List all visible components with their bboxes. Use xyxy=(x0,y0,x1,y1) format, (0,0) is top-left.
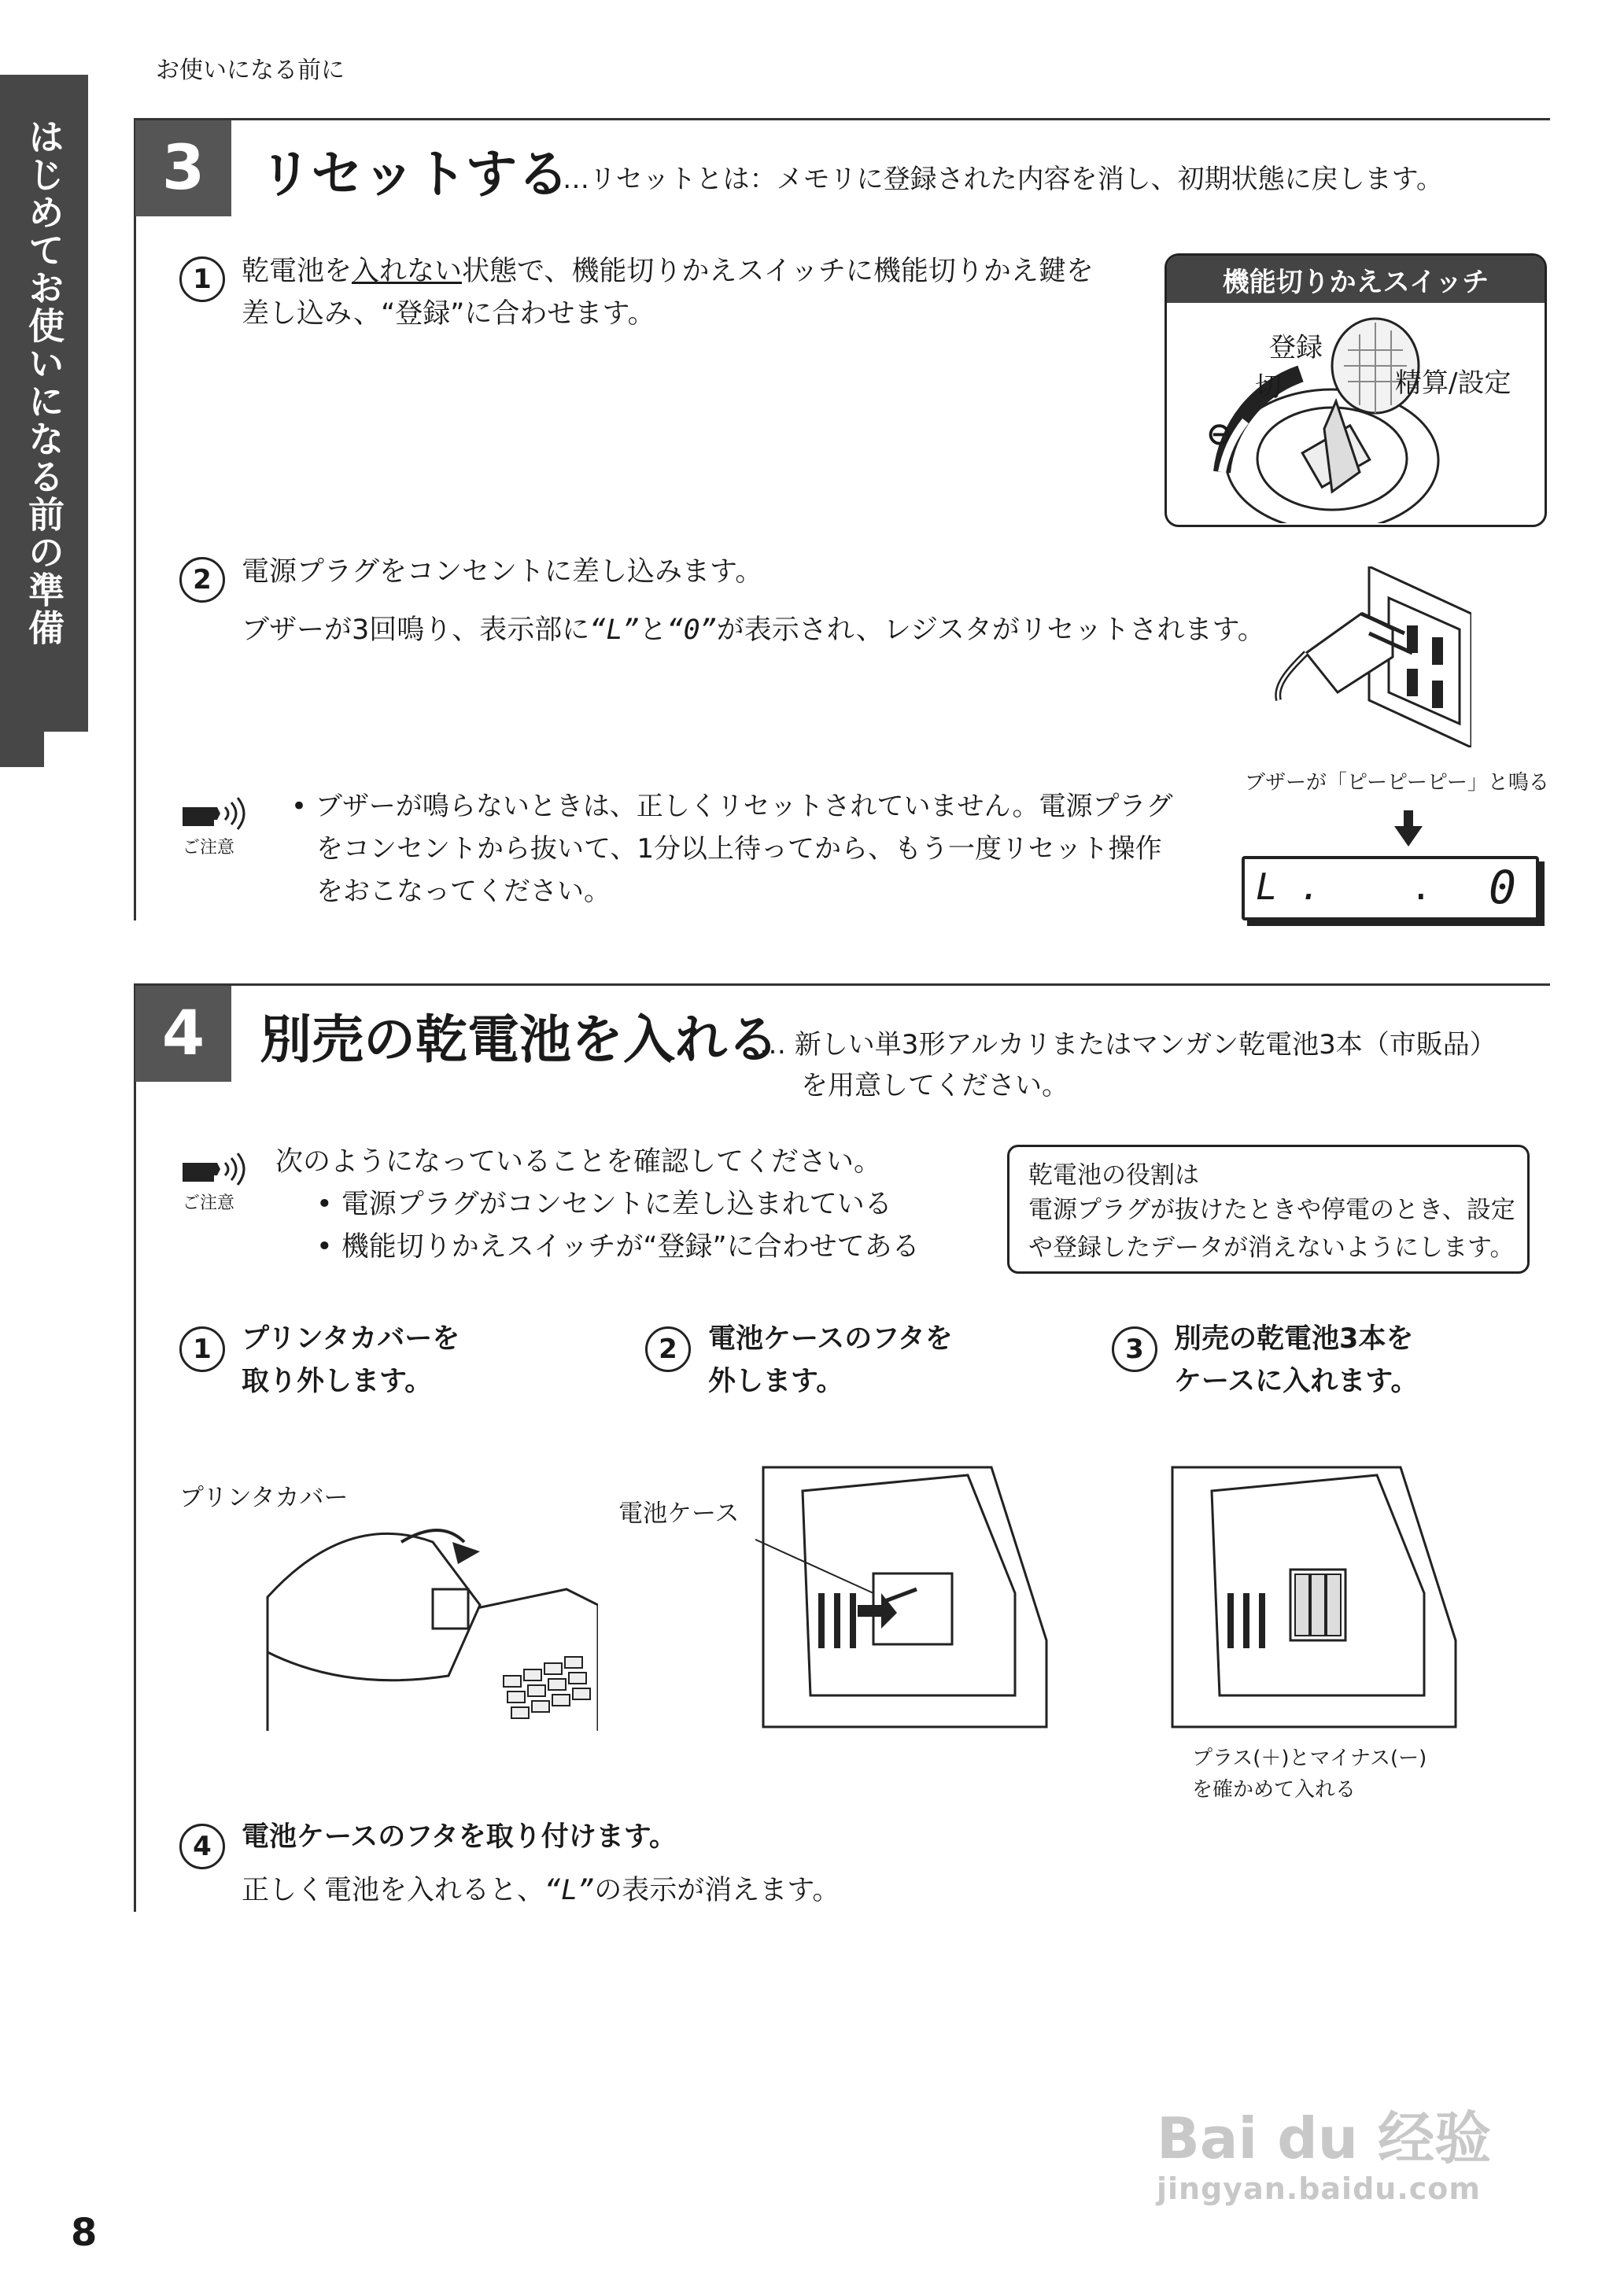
down-arrow-icon xyxy=(1393,810,1424,850)
step3-top-rule xyxy=(134,118,1550,120)
sidebar-tab xyxy=(0,0,88,767)
step4-sub4-detail: 正しく電池を入れると、“L”の表示が消えます。 xyxy=(242,1875,840,1906)
step3-sub2-number: 2 xyxy=(179,557,225,603)
step4-title: 別売の乾電池を入れる xyxy=(260,1009,779,1070)
caution-hand-icon xyxy=(179,795,252,836)
watermark-url: jingyan.baidu.com xyxy=(1157,2171,1481,2206)
page-number: 8 xyxy=(71,2211,98,2255)
polarity-note: プラス(＋)とマイナス(ー) を確かめて入れる xyxy=(1192,1747,1427,1802)
buzzer-caption: ブザーが「ピーピーピー」と鳴る xyxy=(1245,771,1549,795)
step4-sub2-text: 電池ケースのフタを 外します。 xyxy=(708,1323,953,1397)
switch-label-register: 登録 xyxy=(1269,332,1323,363)
lcd-display xyxy=(1242,856,1539,920)
step3-caution-text: • ブザーが鳴らないときは、正しくリセットされていません。電源プラグ をコンセントから抜いて、1分以上待ってから、もう一度リセット操作 をおこなってください。 xyxy=(291,791,1173,907)
step3-title: リセットする xyxy=(260,144,570,205)
switch-label-settle: 精算/設定 xyxy=(1395,367,1511,399)
step3-sub2-detail: ブザーが3回鳴り、表示部に“L”と“0”が表示され、レジスタがリセットされます。 xyxy=(242,614,1265,646)
step4-sub4-title: 電池ケースのフタを取り付けます。 xyxy=(242,1821,677,1853)
lcd-right: 0 xyxy=(1489,861,1516,914)
printer-cover-illustration xyxy=(252,1495,598,1731)
step4-sub4-number: 4 xyxy=(179,1824,225,1869)
sidebar-title: はじめてお使いになる前の準備 xyxy=(23,118,65,647)
step4-sub1-number: 1 xyxy=(179,1326,225,1372)
step3-description: …リセットとは：メモリに登録された内容を消し、初期状態に戻します。 xyxy=(563,164,1443,195)
switch-panel xyxy=(1164,253,1547,527)
lcd-glyph-l: “L” xyxy=(544,1875,595,1906)
lcd-left: L . xyxy=(1256,865,1322,908)
switch-label-off: 切 xyxy=(1255,371,1282,403)
step4-description-1: … 新しい単3形アルカリまたはマンガン乾電池3本（市販品） xyxy=(759,1029,1497,1061)
step4-caution-label: ご注意 xyxy=(183,1193,235,1213)
step4-caution-text: 次のようになっていることを確認してください。 • 電源プラグがコンセントに差し込まれている • 機能切りかえスイッチが“登録”に合わせてある xyxy=(275,1146,920,1263)
step3-sub1-number: 1 xyxy=(179,256,225,302)
battery-role-box xyxy=(1007,1145,1530,1274)
step3-sub2-title: 電源プラグをコンセントに差し込みます。 xyxy=(242,556,763,588)
battery-inserted-illustration xyxy=(1164,1459,1463,1735)
watermark-brand: Bai du 经验 xyxy=(1157,2105,1492,2171)
caution-hand-icon xyxy=(179,1150,252,1191)
battery-case-label: 電池ケース xyxy=(618,1500,740,1528)
battery-role-text: 電源プラグが抜けたときや停電のとき、設定 や登録したデータが消えないようにします。 xyxy=(1028,1196,1515,1262)
step4-number: 4 xyxy=(135,986,231,1082)
switch-label-minus: ⊖ xyxy=(1206,416,1233,452)
switch-panel-title: 機能切りかえスイッチ xyxy=(1167,256,1545,303)
battery-case-open-illustration xyxy=(755,1459,1054,1735)
step3-number: 3 xyxy=(135,120,231,216)
step4-sub3-number: 3 xyxy=(1112,1326,1157,1372)
step4-left-rule xyxy=(134,983,136,1912)
step4-sub2-number: 2 xyxy=(645,1326,691,1372)
step4-top-rule xyxy=(134,983,1550,986)
lcd-glyph-l: “L” xyxy=(589,614,640,646)
battery-role-title: 乾電池の役割は xyxy=(1028,1161,1199,1190)
step4-sub3-text: 別売の乾電池3本を ケースに入れます。 xyxy=(1174,1323,1419,1397)
lcd-glyph-0: “0” xyxy=(666,614,717,646)
lcd-mid: . xyxy=(1410,865,1432,908)
printer-cover-label: プリンタカバー xyxy=(179,1484,349,1512)
step3-left-rule xyxy=(134,118,136,920)
section-header: お使いになる前に xyxy=(156,57,345,84)
step4-sub1-text: プリンタカバーを 取り外します。 xyxy=(242,1323,460,1397)
step3-caution-label: ご注意 xyxy=(183,838,235,858)
step3-sub1-text: 乾電池を入れない状態で、機能切りかえスイッチに機能切りかえ鍵を 差し込み、“登録”に合わせます。 xyxy=(242,256,1094,330)
step4-description-2: を用意してください。 xyxy=(801,1070,1069,1101)
power-outlet-illustration xyxy=(1275,566,1471,747)
